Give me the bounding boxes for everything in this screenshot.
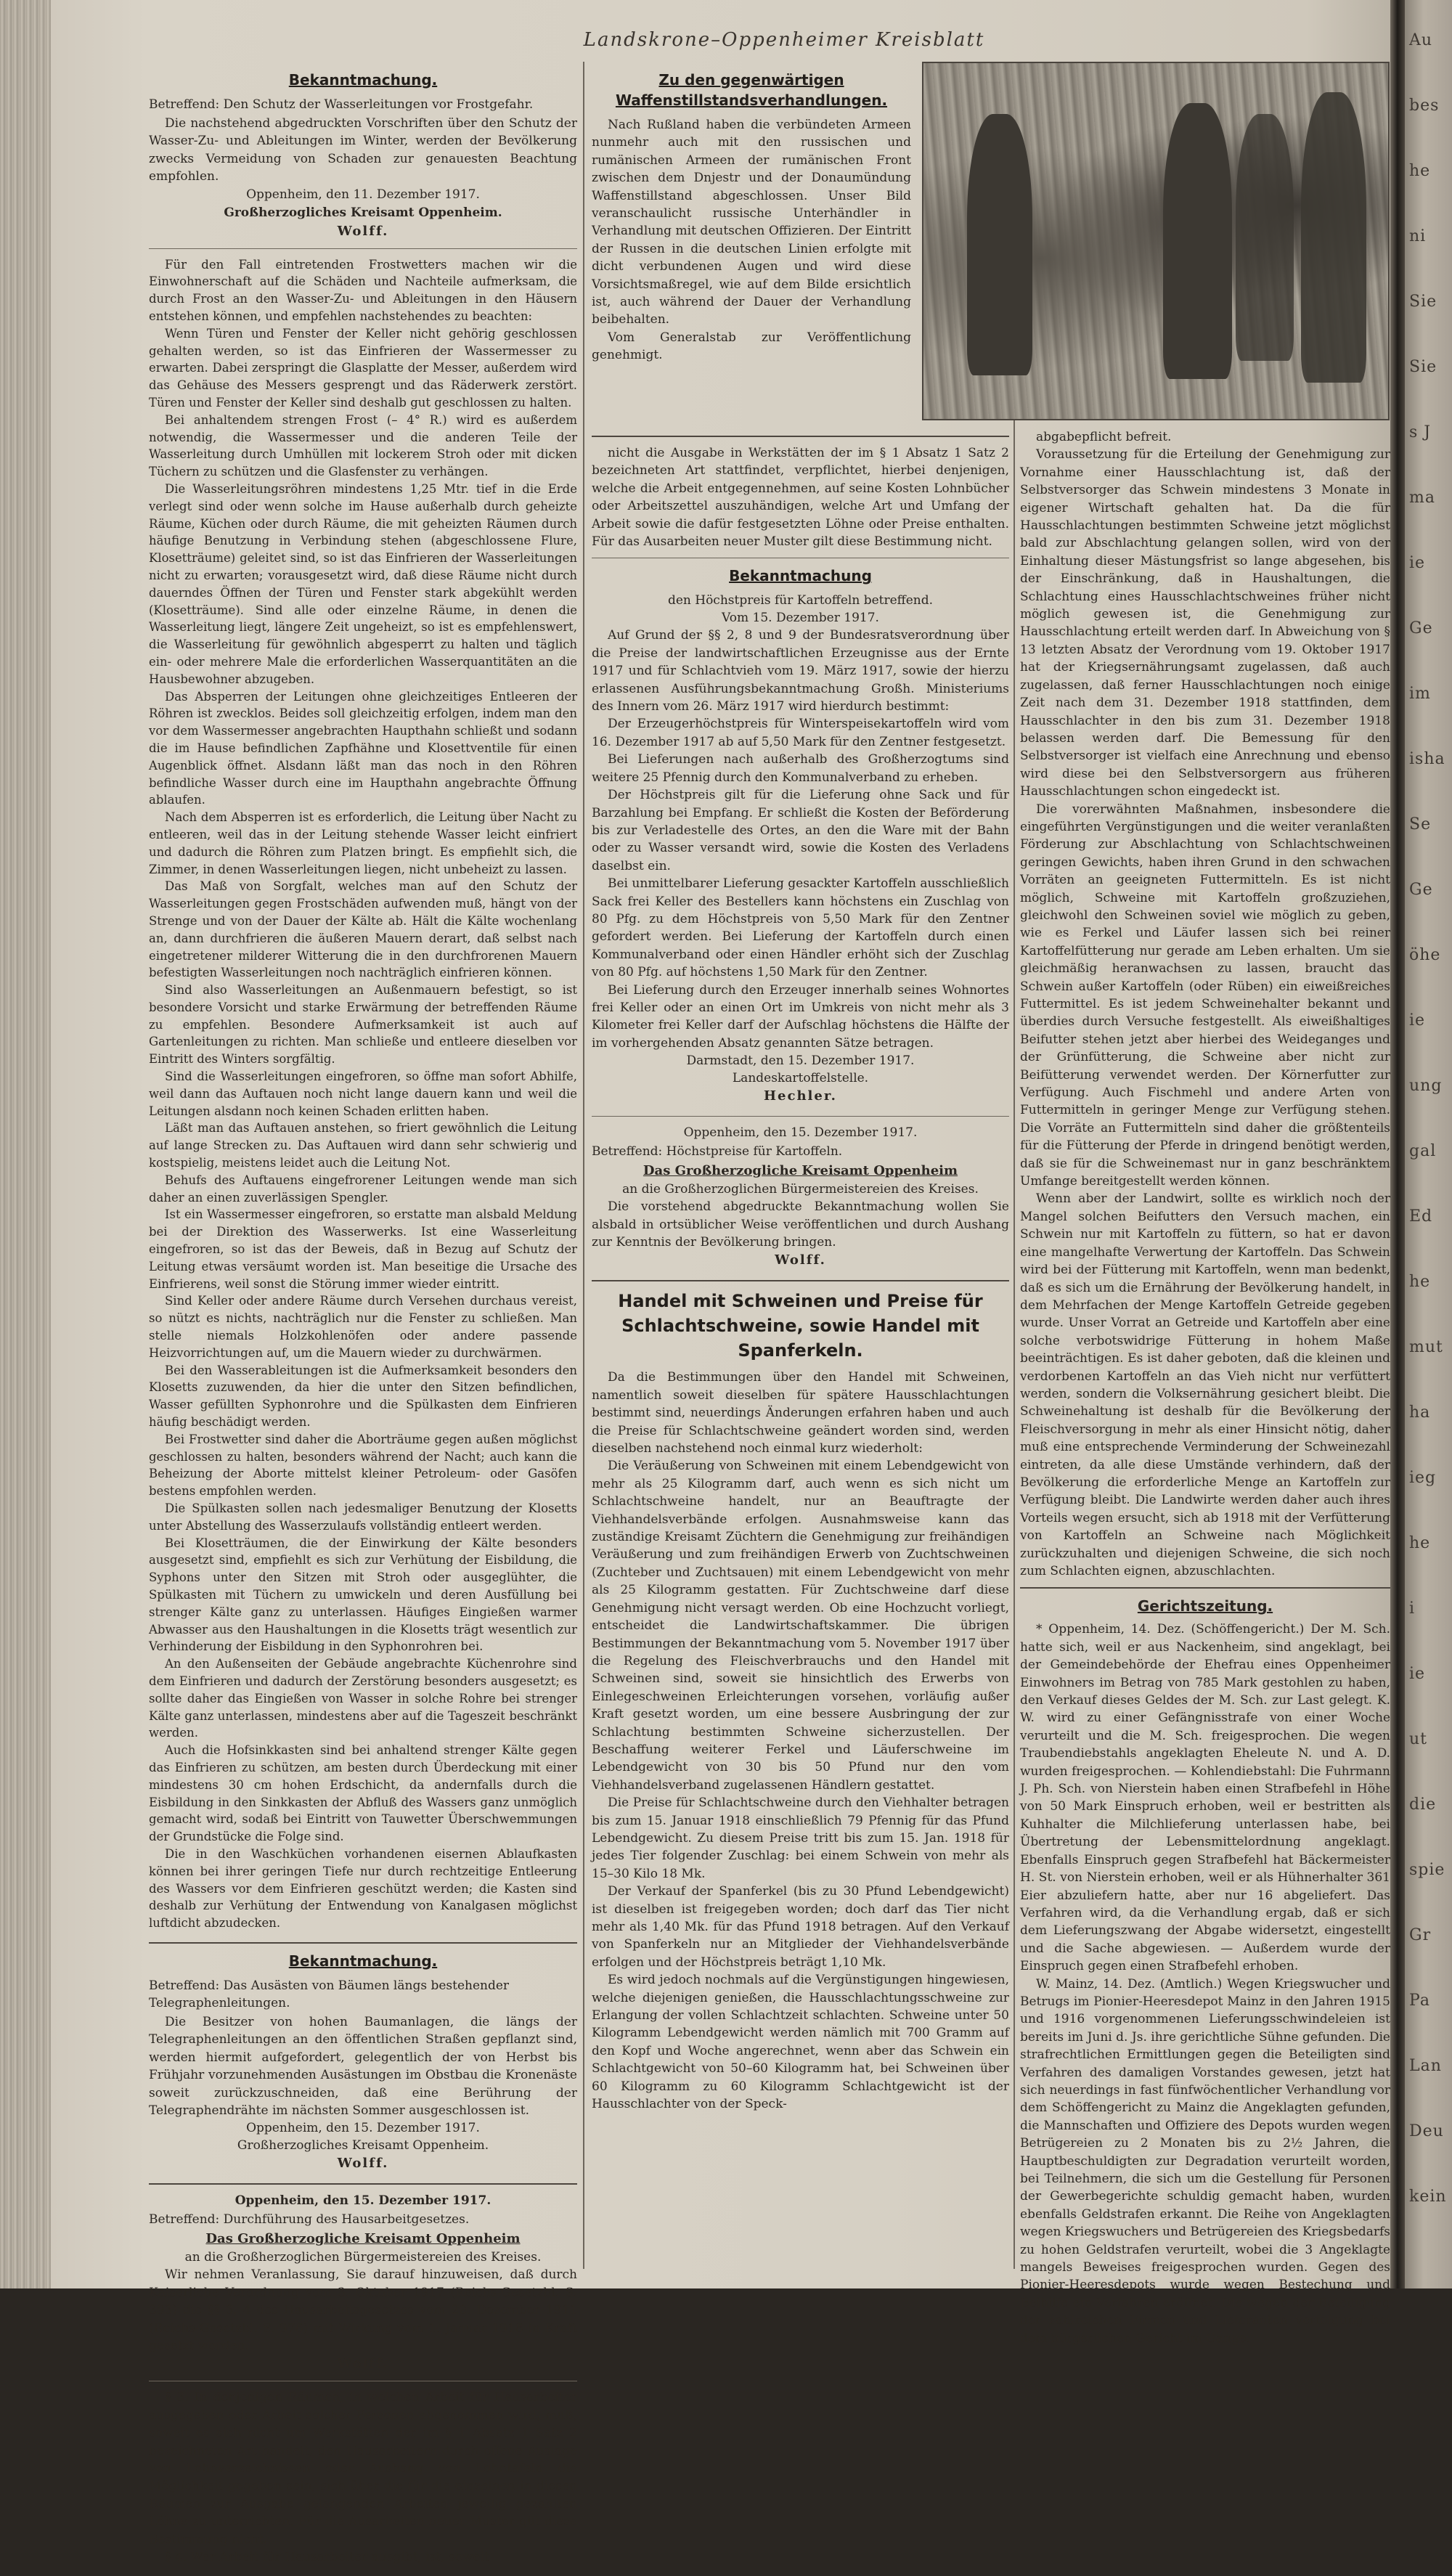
- paragraph: Ist ein Wassermesser eingefroren, so erstatte man alsbald Meldung bei der Direktion des Wasserwerks. Ist eine Wasserleitung eingefroren, so ist das der Beweis, daß in Bezug auf Schutz der Leitung etwas versäumt worden ist. Man beseitige die Ursache des Einfrierens, weil sonst die Störung immer wieder eintritt.: [149, 1207, 577, 1291]
- paragraph: Der Höchstpreis gilt für die Lieferung ohne Sack und für Barzahlung bei Empfang. Er schließt die Kosten der Beförderung bis zur Verladestelle des Ortes, an den die Ware mit der Bahn oder zu Wasser versandt wird, sowie die Kosten des Verladens daselbst ein.: [592, 788, 1009, 873]
- article-subject: Betreffend: Den Schutz der Wasserleitungen vor Frostgefahr.: [149, 97, 534, 112]
- authority: Großherzogliches Kreisamt Oppenheim.: [224, 205, 502, 220]
- next-page-fragment: öhe: [1409, 946, 1441, 964]
- paragraph: Die Wasserleitungsröhren mindestens 1,25 Mtr. tief in die Erde verlegt sind oder wenn solche im Hause außerhalb durch geheizte Räume, Küchen oder durch Räume, die mit geheizten Räumen durch häufige Benutzung in Verbindung stehen (abgeschlossene Flure, Klosetträume) geleitet sind, so ist das Einfrieren der Wasserleitungen nicht zu erwarten; vorausgesetzt wird, daß diese Räume nicht durch dauerndes Öffnen der Türen und Fenster stark abgekühlt werden (Klosetträume). Sind alle oder einzelne Räume, in denen die Wasserleitung liegt, längere Zeit ungeheizt, so ist es empfehlenswert, die Wasserleitung für gewöhnlich abgesperrt zu halten und täglich ein- oder mehrere Male die erforderlichen Wasserquantitäten an die Hausbewohner abzugeben.: [149, 481, 577, 686]
- divider: [592, 436, 1009, 437]
- article-subject: den Höchstpreis für Kartoffeln betreffend.: [667, 593, 934, 608]
- next-page-fragment: mut: [1409, 1338, 1443, 1356]
- paragraph: Sind die Wasserleitungen eingefroren, so öffne man sofort Abhilfe, weil dann das Auftauen noch nicht lange dauern kann und weil die Leitungen alsdann noch keinen Schaden erlitten haben.: [149, 1069, 577, 1118]
- paragraph: Der Verkauf der Spanferkel (bis zu 30 Pfund Lebendgewicht) ist dieselben ist freigegeben worden; doch darf das Tier nicht mehr als 1,40 Mk. für das Pfund 1918 betragen. Auf den Verkauf von Spanferkeln nur an Mitglieder der Viehhandelsverbände erfolgen und der Höchstpreis beträgt 1,10 Mk.: [592, 1884, 1009, 1970]
- signature: Wolff.: [337, 223, 389, 239]
- article-body: [149, 256, 577, 1932]
- next-page-fragment: Sie: [1409, 358, 1437, 376]
- next-page-fragment: s J: [1409, 423, 1432, 441]
- article-potato-notice: [592, 1124, 1009, 1270]
- paragraph: Bei Lieferung durch den Erzeuger innerhalb seines Wohnortes frei Keller oder an einen Ort im Umkreis von nicht mehr als 3 Kilometer frei Keller darf der Aufschlag höchstens die Hälfte der im vorhergehenden Absatz genannten Sätze betragen.: [592, 982, 1009, 1051]
- next-page-fragment: i: [1409, 1599, 1416, 1618]
- article-tree-trimming: [149, 1951, 577, 2173]
- next-page-edge: [1405, 0, 1452, 2288]
- paragraph: Behufs des Auftauens eingefrorener Leitungen wende man sich daher an einen zuverlässigen Spengler.: [149, 1173, 577, 1205]
- article-body: [592, 1198, 1009, 1251]
- paragraph: Die Besitzer von hohen Baumanlagen, die längs der Telegraphenleitungen an den öffentlichen Straßen gepflanzt sind, werden hiermit aufgefordert, gelegentlich der von Herbst bis Frühjahr vorzunehmenden Ausästungen im Obstbau die Kronenäste soweit zurückzuschneiden, daß eine Berührung der Telegraphendrähte im nächsten Sommer ausgeschlossen ist.: [149, 2014, 577, 2118]
- next-page-fragment: im: [1409, 685, 1431, 703]
- paragraph: § 4. Wer Arbeit für Hausarbeiter ausgibt, ist, soweit: [165, 2550, 489, 2565]
- article-body: [592, 627, 1009, 1052]
- authority: Das Großherzogliche Kreisamt Oppenheim: [205, 2231, 521, 2247]
- paragraph: Läßt man das Auftauen anstehen, so friert gewöhnlich die Leitung auf lange Strecken zu. Das Auftauen wird dann sehr schwierig und kostspielig, meistens leidet auch die Leitung Not.: [149, 1121, 577, 1170]
- paragraph: Die Spülkasten sollen nach jedesmaliger Benutzung der Klosetts unter Abstellung des Wasserzulaufs vollständig entleert werden.: [149, 1501, 577, 1533]
- article-body: [592, 116, 911, 329]
- article-continuation: [1020, 428, 1390, 1580]
- paragraph: Wenn Türen und Fenster der Keller nicht gehörig geschlossen gehalten werden, so ist das Einfrieren der Wassermesser zu erwarten. Dabei zerspringt die Glasplatte der Messer, außerdem wird das Gehäuse des Messers gesprengt und das Räderwerk zerstört. Türen und Fenster der Keller sind deshalb gut geschlossen zu halten.: [149, 326, 577, 409]
- next-page-fragment: ieg: [1409, 1469, 1437, 1487]
- article-homework-law: [149, 2192, 577, 2566]
- divider: [149, 248, 577, 249]
- next-page-fragment: ung: [1409, 1077, 1443, 1095]
- page-edge-stack: [0, 0, 51, 2288]
- binding-gutter: [1390, 0, 1405, 2288]
- signature: Wolff.: [337, 2156, 389, 2172]
- article-subject: Betreffend: Höchstpreise für Kartoffeln.: [592, 1144, 843, 1159]
- column-2: [592, 428, 1009, 2123]
- law-sections: [149, 2389, 577, 2566]
- column-1: [149, 67, 577, 2576]
- next-page-fragment: Pa: [1409, 1992, 1430, 2010]
- paragraph: Bei anhaltendem strengen Frost (– 4° R.) wird es außerdem notwendig, die Wassermesser und die anderen Teile der Wasserleitung durch Umhüllen mit lockerem Stroh oder mit dicken Tüchern zu schützen und die Glasfenster zu verhängen.: [149, 412, 577, 479]
- paragraph: Bei den Wasserableitungen ist die Aufmerksamkeit besonders den Klosetts zuzuwenden, da hier die unter den Sitzen befindlichen, Wasser gefüllten Syphonrohre und die Spülkasten dem Einfrieren häufig beschädigt werden.: [149, 1363, 577, 1430]
- paragraph: nicht die Ausgabe in Werkstätten der im § 1 Absatz 1 Satz 2 bezeichneten Art stattfindet, verpflichtet, hierbei denjenigen, welche die Arbeit entgegennehmen, auf seine Kosten Lohnbücher oder Arbeitszettel auszuhändigen, welche Art und Umfang der Arbeit sowie die dafür festgesetzten Löhne oder Preise enthalten. Für das Ausarbeiten neuer Muster gilt diese Bestimmung nicht.: [592, 446, 1009, 550]
- paragraph: Die vorerwähnten Maßnahmen, insbesondere die eingeführten Vergünstigungen und die weiter veranlaßten Förderung zur Abschlachtung von Schlachtschweinen geringen Gewichts, haben ihren Grund in den schwachen Vorräten an geeigneten Futtermitteln. Es ist nicht möglich, Schweine mit Kartoffeln großzuziehen, gleichwohl den Schweinen soviel wie möglich zu geben, wie es Ferkel und Läufer lassen sich bei reiner Kartoffelfütterung nur gerade am Leben erhalten. Um sie gleichmäßig heranwachsen zu lassen, braucht das Schwein außer Kartoffeln (oder Rüben) ein eiweißreiches Futtermittel. Es ist jedem Schweinehalter bekannt und überdies durch Versuche festgestellt. Als eiweißhaltiges Beifutter stehen jetzt aber hierbei des Weideganges und der Grünfütterung, die Schweine aber nicht zur Beifütterung verwendet werden. Der Körnerfutter zur Verfügung. Auch Fischmehl und andere Arten von Futtermitteln in geringer Menge zur Verfügung stehen. Die Vorräte an Futtermitteln sind daher die größtenteils für die Fütterung der Pferde in dringend benötigt werden, daß sie für die Schweinemast nur in ganz beschränktem Umfange bereitgestellt werden können.: [1020, 802, 1390, 1189]
- next-page-fragment: Deu: [1409, 2122, 1444, 2140]
- next-page-fragment: Lan: [1409, 2057, 1442, 2075]
- next-page-fragment: spie: [1409, 1861, 1445, 1879]
- next-page-fragment: ha: [1409, 1403, 1431, 1422]
- paragraph: Die vorstehend abgedruckte Bekanntmachung wollen Sie alsbald in ortsüblicher Weise veröffentlichen und durch Aushang zur Kenntnis der Bevölkerung bringen.: [592, 1199, 1009, 1250]
- signature: Wolff.: [775, 1252, 826, 1268]
- signature: Hechler.: [764, 1088, 837, 1104]
- next-page-fragment: ni: [1409, 227, 1427, 245]
- column-rule-1: [583, 62, 584, 2269]
- office: Landeskartoffelstelle.: [732, 1071, 869, 1086]
- paragraph: Da die Bestimmungen über den Handel mit Schweinen, namentlich soweit dieselben für spätere Hausschlachtungen bestimmt sind, neuerdings Änderungen erfahren haben und auch die Preise für Schlachtschweine geändert worden sind, werden dieselben nachstehend noch einmal kurz wiederholt:: [592, 1370, 1009, 1456]
- next-page-fragment: Gr: [1409, 1926, 1432, 1944]
- article-subject: Betreffend: Das Ausästen von Bäumen längs bestehender Telegraphenleitungen.: [149, 1978, 510, 2010]
- next-page-fragment: isha: [1409, 750, 1445, 768]
- next-page-fragment: Au: [1409, 31, 1433, 49]
- paragraph: Das Absperren der Leitungen ohne gleichzeitiges Entleeren der Röhren ist zwecklos. Beides soll gleichzeitig erfolgen, indem man den vor dem Wassermesser angebrachten Haupthahn schließt und sodann die im Hause befindlichen Zapfhähne und Klosettventile für einen Augenblick öffnet. Alsdann läßt man das noch in den Röhren befindliche Wasser durch eine im Haupthahn angebrachte Öffnung ablaufen.: [149, 689, 577, 807]
- paragraph: Die Preise für Schlachtschweine durch den Viehhalter betragen bis zum 15. Januar 1918 einschließlich 79 Pfennig für das Pfund Lebendgewicht. Zu diesem Preise tritt bis zum 15. Jan. 1918 für jedes Tier folgender Zuschlag: bei einem Schwein von mehr als 15–30 Kilo 18 Mk.: [592, 1796, 1009, 1881]
- article-frost-protection: [149, 70, 577, 1932]
- next-page-fragment: bes: [1409, 97, 1440, 115]
- article-armistice: [592, 67, 911, 415]
- article-date: Vom 15. Dezember 1917.: [722, 611, 879, 626]
- paragraph: * Oppenheim, 14. Dez. (Schöffengericht.) Der M. Sch. hatte sich, weil er aus Nackenheim, sind angeklagt, bei der Gemeindebehörde der Ehefrau eines Oppenheimer Einwohners im Betrag von 785 Mark gestohlen zu haben, den Verkauf dieses Geldes der M. Sch. zur Last gelegt. K. W. wird zu einer Gefängnisstrafe von einer Woche verurteilt und die M. Sch. freigesprochen. Die wegen Traubendiebstahls angeklagten Eheleute N. und A. D. wurden freigesprochen. — Kohlendiebstahl: Die Fuhrmann J. Ph. Sch. von Nierstein haben einen Strafbefehl in Höhe von 50 Mark Einspruch erhoben, weil er bestritten als Kuhhalter die Milchlieferung unterlassen habe, bei Übertretung der Lebensmittelordnung angeklagt. Ebenfalls Einspruch gegen Strafbefehl hat Bäckermeister H. St. von Nierstein erhoben, weil er als Hühnerhalter 361 Eier abzuliefern hatte, aber nur 16 abgeliefert. Das Verfahren wird, da die Verhandlung ergab, daß er sich dem Lieferungszwang der Abgabe widersetzt, eingestellt und die Sache abgewiesen. — Außerdem wurde der Einspruch gegen einen Strafbefehl erhoben.: [1020, 1622, 1390, 1974]
- authority: Das Großherzogliche Kreisamt Oppenheim: [643, 1163, 958, 1179]
- masthead: Landskrone–Oppenheimer Kreisblatt: [583, 29, 985, 51]
- paragraph: Bei Klosetträumen, die der Einwirkung der Kälte besonders ausgesetzt sind, empfiehlt es sich zur Verhütung der Eisbildung, die Syphons unter den Sitzen mit Stroh oder ausgeglühter, die Spülkasten mit Tüchern zu umwickeln und deren Ausfüllung bei strenger Kälte ganz zu unterlassen. Häufiges Eingießen warmer Abwasser aus den Haushaltungen in die Klosetts trägt wesentlich zur Verhinderung der Eisbildung in den Syphonrohren bei.: [149, 1536, 577, 1654]
- photo-caption: Vom Generalstab zur Veröffentlichung genehmigt.: [592, 330, 911, 363]
- paragraph: Wenn aber der Landwirt, sollte es wirklich noch der Mangel solchen Beifutters den Versuch machen, ein Schwein nur mit Kartoffeln zu füttern, so hat er davon eine mangelhafte Verwertung der Kartoffeln. Das Schwein wird bei der Fütterung mit Kartoffeln, wenn man bedenkt, daß es sich um die Ernährung der Bevölkerung handelt, in dem Mehrfachen der Menge Kartoffeln Getreide gegeben wurde. Unser Vorrat an Getreide und Kartoffeln aber eine solche verbotswidrige Fütterung in hohem Maße beeinträchtigen. Es ist daher geboten, daß die kleinen und verdorbenen Kartoffeln an das Vieh nicht nur verfüttert werden, sondern die Volksernährung gesichert bleibt. Die Schweinehaltung ist deshalb für die Bevölkerung der Fleischversorgung in mehr als einer Hinsicht nötig, daher muß eine entsprechende Verminderung der Schweinezahl eintreten, da alle diese Umstände verhindern, daß der Bevölkerung die erforderliche Menge an Kartoffeln zur Verfügung bleibt. Die Landwirte werden daher auch ihres Vorteils wegen ersucht, sich ab 1918 mit der Verfütterung von Kartoffeln an Schweine nach Möglichkeit zurückzuhalten und diejenigen Schweine, die sich noch zum Schlachten eignen, abzuschlachten.: [1020, 1191, 1390, 1578]
- next-page-fragment: Ed: [1409, 1207, 1433, 1226]
- place-date: Oppenheim, den 15. Dezember 1917.: [246, 2121, 480, 2136]
- place-date: Darmstadt, den 15. Dezember 1917.: [686, 1053, 915, 1069]
- article-body: [149, 2013, 577, 2119]
- article-heading: Zu den gegenwärtigen Waffenstillstandsverhandlungen.: [615, 71, 888, 109]
- article-continuation: [592, 444, 1009, 550]
- divider: [1020, 1587, 1390, 1589]
- article-heading: Bekanntmachung: [729, 567, 872, 585]
- next-page-fragment: ut: [1409, 1730, 1428, 1748]
- signature: Wolff.: [337, 2356, 389, 2372]
- place-date: Oppenheim, den 15. Dezember 1917.: [234, 2193, 492, 2209]
- paragraph: Auch die Hofsinkkasten sind bei anhaltend strenger Kälte gegen das Einfrieren zu schützen, am besten durch Überdeckung mit einer mindestens 30 cm hohen Erdschicht, da andernfalls durch die Eisbildung in den Sinkkasten der Abfluß des Wassers ganz unmöglich gemacht wird, sodaß bei Eintritt von Tauwetter Überschwemmungen der Grundstücke die Folge sind.: [149, 1743, 577, 1844]
- next-page-fragment: gal: [1409, 1142, 1437, 1160]
- article-body: [1020, 1621, 1390, 2347]
- authority: Großherzogliches Kreisamt Oppenheim.: [237, 2138, 489, 2153]
- paragraph: Wir nehmen Veranlassung, Sie darauf hinzuweisen, daß durch Kaiserliche Verordnung vom 3. Oktober 1917 (Reichs-Gesetzbl. S. 393) die §§ 3, 4 des Hausarbeitsgesetzes vom 20. Dezember 1911 (Reichs-Gesetzbl. S. 976) mit Wirkung vom 1. Januar 1918 in Kraft gesetzt worden.: [149, 2267, 577, 2353]
- next-page-fragment: he: [1409, 1534, 1431, 1552]
- paragraph: Sind also Wasserleitungen an Außenmauern befestigt, so ist besondere Vorsicht und starke Erwärmung der betreffenden Räume zu empfehlen. Besondere Aufmerksamkeit ist auch auf Gartenleitungen zu richten. Man schließe und entleere dieselben vor Eintritt des Winters sorgfältig.: [149, 983, 577, 1067]
- paragraph: Die in den Waschküchen vorhandenen eisernen Ablaufkasten können bei ihrer geringen Tiefe nur durch rechtzeitige Entleerung des Wassers vor dem Einfrieren geschützt werden; die Kasten sind deshalb zur Verhütung der Entwendung von Kanalgasen möglichst luftdicht abzudecken.: [149, 1846, 577, 1931]
- next-page-fragment: Se: [1409, 815, 1432, 833]
- paragraph: Bei unmittelbarer Lieferung gesackter Kartoffeln ausschließlich Sack frei Keller des Bestellers kann höchstens ein Zuschlag von 80 Pfg. zu dem Höchstpreis von 5,50 Mark für den Zentner gefordert werden. Bei Lieferung der Kartoffeln durch einen Kommunalverband oder einen Händler erhöht sich der Zuschlag von 80 Pfg. auf höchstens 1,50 Mark für den Zentner.: [592, 876, 1009, 980]
- article-pig-trade: [592, 1289, 1009, 2113]
- next-page-fragment: die: [1409, 1796, 1437, 1814]
- next-page-fragment: he: [1409, 162, 1431, 180]
- paragraph: Das Maß von Sorgfalt, welches man auf den Schutz der Wasserleitungen gegen Frostschäden aufwenden muß, hängt von der Strenge und von der Dauer der Kälte ab. Hält die Kälte wochenlang an, dann durchfrieren die äußeren Mauern derart, daß selbst nach eingetretener milderer Witterung die in den durchfrorenen Mauern befestigten Wasserleitungen noch nachträglich einfrieren können.: [149, 879, 577, 980]
- paragraph: Der Erzeugerhöchstpreis für Winterspeisekartoffeln wird vom 16. Dezember 1917 ab auf 5,50 Mark für den Zentner festgesetzt.: [592, 717, 1009, 749]
- paragraph: Auf Grund der §§ 2, 8 und 9 der Bundesratsverordnung über die Preise der landwirtschaftlichen Erzeugnisse aus der Ernte 1917 und für Schlachtvieh vom 19. März 1917, sowie der hierzu erlassenen Ausführungsbekanntmachung Großh. Ministeriums des Innern vom 26. März 1917 wird hierdurch bestimmt:: [592, 628, 1009, 714]
- addressee: an die Großherzoglichen Bürgermeistereien des Kreises.: [184, 2250, 542, 2265]
- article-potato-prices: [592, 566, 1009, 1106]
- next-page-fragment: ma: [1409, 489, 1435, 507]
- paragraph: Nach dem Absperren ist es erforderlich, die Leitung über Nacht zu entleeren, weil das in der Leitung stehende Wasser leicht einfriert und dadurch die Röhren zum Platzen bringt. Es empfiehlt sich, die Zimmer, in denen Wasserleitungen liegen, nicht unbeheizt zu lassen.: [149, 810, 577, 876]
- next-page-fragment: he: [1409, 1273, 1431, 1291]
- paragraph: abgabepflicht befreit.: [1036, 430, 1172, 444]
- next-page-fragment: Ge: [1409, 619, 1433, 637]
- paragraph: Sind Keller oder andere Räume durch Versehen durchaus vereist, so nützt es nichts, nachträglich nur die Fenster zu schließen. Man stelle niemals Holzkohlenöfen oder andere passende Heizvorrichtungen auf, um die Mauern wieder zu durchwärmen.: [149, 1294, 577, 1360]
- paragraph: Nach Rußland haben die verbündeten Armeen nunmehr auch mit den russischen und rumänischen Armeen der rumänischen Front zwischen dem Dnjestr und der Donaumündung Waffenstillstand abgeschlossen. Unser Bild veranschaulicht russische Unterhändler in Verhandlung mit deutschen Offizieren. Der Eintritt der Russen in die deutschen Linien erfolgte mit dicht verbundenen Augen und wird diese Vorsichtsmaßregel, wie auf dem Bilde ersichtlich ist, auch während der Dauer der Verhandlung beibehalten.: [592, 118, 911, 327]
- divider: [592, 1280, 1009, 1281]
- next-page-fragment: kein: [1409, 2188, 1447, 2206]
- paragraph: Für den Fall eintretenden Frostwetters machen wir die Einwohnerschaft auf die Schäden und Nachteile aufmerksam, die durch Frost an den Wasser-Zu- und Ableitungen in den Häusern entstehen können, und empfehlen nachstehendes zu beachten:: [149, 257, 577, 324]
- photo-armistice-negotiators: [922, 62, 1390, 420]
- column-3: [1020, 428, 1390, 2347]
- article-heading: Bekanntmachung.: [288, 1952, 438, 1970]
- article-subject: Betreffend: Durchführung des Hausarbeitgesetzes.: [149, 2212, 470, 2227]
- addressee: an die Großherzoglichen Bürgermeistereien des Kreises.: [622, 1182, 979, 1197]
- place-date: Oppenheim, den 11. Dezember 1917.: [246, 187, 480, 202]
- next-page-fragment: Ge: [1409, 881, 1433, 899]
- article-body: [592, 1369, 1009, 2113]
- next-page-fragment: ie: [1409, 1011, 1426, 1030]
- section-heading-court: Gerichtszeitung.: [1137, 1597, 1273, 1615]
- paragraph: Es wird jedoch nochmals auf die Vergünstigungen hingewiesen, welche diejenigen genießen, die Hausschlachtungsschweine zur Erlangung der vollen Schlachtzeit schlachten. Schweine unter 50 Kilogramm Lebendgewicht werden nämlich mit 700 Gramm auf den Kopf und Woche angerechnet, wenn aber das Schwein ein Schlachtgewicht von 50–60 Kilogramm hat, bei Schweinen über 60 Kilogramm zu 60 Kilogramm Schlachtgewicht ist der Hausschlachter von der Speck-: [592, 1973, 1009, 2112]
- article-heading: Bekanntmachung.: [288, 71, 438, 89]
- article-lead: Die nachstehend abgedruckten Vorschriften über den Schutz der Wasser-Zu- und Ableitungen im Winter, werden der Bevölkerung zwecks Vermeidung von Schaden zur genauesten Beachtung empfohlen.: [149, 116, 577, 184]
- paragraph: W. Mainz, 14. Dez. (Amtlich.) Wegen Kriegswucher und Betrugs im Pionier-Heeresdepot Mainz in den Jahren 1915 und 1916 vorgenommenen Lieferungsschwindeleien ist bereits im Juni d. Js. ihre gerichtliche Sühne gefunden. Die strafrechtlichen Ermittlungen gegen die Beteiligten sind Verfahren des damaligen Vorstandes gewesen, jetzt hat sich neuerdings in fast fünfwöchentlicher Verhandlung vor dem Schöffengericht zu Mainz die Angeklagten gefunden, die Mannschaften und Offiziere des Depots wurden wegen Betrügereien zu 2 Monaten bis zu 2½ Jahren, die Hauptbeschuldigten zur Degradation verurteilt worden, bei Teilnehmern, die sich um die Gestellung für Personen der Gewerbegerichte schuldig gemacht haben, wurden ebenfalls Geldstrafen erkannt. Die Reihe von Angeklagten wegen Kriegswuchers und Betrügereien des Kriegsbedarfs zu hohen Geldstrafen verurteilt, wobei die 3 Angeklagte mangels Beweises freigesprochen wurden. Gegen des Pionier-Heeresdepots wurde wegen Bestechung und Beihilfe ein Verfahren eröffnet. Die wegen der Beteiligung der zahlreichen Firmen und Lieferanten verfolgung bei dem bürgerlichen Gericht im Gange.: [1020, 1976, 1390, 2346]
- paragraph: An den Außenseiten der Gebäude angebrachte Küchenrohre sind dem Einfrieren und dadurch der Zerstörung besonders ausgesetzt; es sollte daher das Eingießen von Wasser in solche Rohre bei strenger Kälte ganz unterlassen, mindestens aber auf die Tageszeit beschränkt werden.: [149, 1657, 577, 1740]
- place-date: Oppenheim, den 15. Dezember 1917.: [683, 1125, 918, 1141]
- divider: [592, 1116, 1009, 1117]
- next-page-fragment: ie: [1409, 1665, 1426, 1683]
- next-page-fragment: ie: [1409, 554, 1426, 572]
- paragraph: Bei Frostwetter sind daher die Aborträume gegen außen möglichst geschlossen zu halten, besonders während der Nacht; auch kann die Beheizung der Aborte mittelst kleiner Petroleum- oder Gasöfen bestens empfohlen werden.: [149, 1432, 577, 1499]
- divider: [149, 1942, 577, 1944]
- article-body: [149, 2266, 577, 2355]
- paragraph: Voraussetzung für die Erteilung der Genehmigung zur Vornahme einer Hausschlachtung ist, daß der Selbstversorger das Schwein mindestens 3 Monate in eigener Wirtschaft gehalten hat. Da die für Hausschlachtungen bestimmten Schweine jetzt möglichst bald zur Abschlachtung gelangen sollen, wird von der Einhaltung dieser Mästungsfrist so lange abgesehen, bis der Einschränkung, daß in Haushaltungen, die Schlachtung eines Hausschlachtschweines früher nicht möglich gewesen ist, die Genehmigung zur Hausschlachtung erteilt werden darf. In Abweichung von § 13 letzten Absatz der Verordnung vom 19. Oktober 1917 hat der Kriegsernährungsamt zugelassen, daß auch zugelassen, daß ferner Hausschlachtungen noch einige Zeit nach dem 31. Dezember 1918 stattfinden, dem Hausschlachter in den bis zum 31. Dezember 1918 belassen werden darf. Die Bemessung für den Selbstversorger ist vielfach eine Anrechnung und ebenso wird diese bei den Selbstversorgern aus früheren Hausschlachtungen schon eingedeckt ist.: [1020, 447, 1390, 799]
- paragraph: Bei Lieferungen nach außerhalb des Großherzogtums sind weitere 25 Pfennig durch den Kommunalverband zu erheben.: [592, 752, 1009, 785]
- next-page-fragment: Sie: [1409, 293, 1437, 311]
- divider: [149, 2183, 577, 2185]
- paragraph: Die Veräußerung von Schweinen mit einem Lebendgewicht von mehr als 25 Kilogramm darf, auch wenn es sich nicht um Schlachtschweine handelt, nur an Beauftragte der Viehhandelsverbände erfolgen. Ausnahmsweise kann das zuständige Kreisamt Züchtern die Genehmigung zur freihändigen Veräußerung und zum freihändigen Erwerb von Zuchtschweinen (Zuchteber und Zuchtsauen) mit einem Lebendgewicht von mehr als 25 Kilogramm gestatten. Für Zuchtschweine darf diese Genehmigung nicht versagt werden. Ob eine Hochzucht vorliegt, entscheidet die Landwirtschaftskammer. Die übrigen Bestimmungen der Bekanntmachung vom 5. November 1917 über die Regelung des Fleischverbrauchs und den Handel mit Schweinen sind, soweit sie hinsichtlich des Erwerbs von Einlegeschweinen Erleichterungen vorsehen, vorläufig außer Kraft gesetzt worden, um eine bessere Ausbringung der zur Schlachtung bestimmten Schweine sicherzustellen. Der Beschaffung weiterer Ferkel und Läuferschweine im Lebendgewicht von 30 bis 50 Pfund nur den vom Viehhandelsverband zugelassenen Händlern gestattet.: [592, 1459, 1009, 1793]
- article-heading: Handel mit Schweinen und Preise für Schlachtschweine, sowie Handel mit Spanferkeln.: [618, 1291, 983, 1361]
- paragraph: § 3. In denjenigen Räumen, in welchen Arbeit für Hausarbeiter ausgegeben oder Arbeit solcher Personen abgenommen wird, muß, soweit es sich nicht um Werkstätten der im § 1 Absatz 1 Satz 2 bezeichneten Art handelt, den Hausarbeitern durch offene Auslage von Lohnverzeichnissen oder Aushang von Lohntafeln die Möglichkeit gegeben sein, sich über die für die einzelnen in diesen Räumen zur Ausgabe gelangenden Arbeiten jeweilig gezahlten Löhne zu unterrichten. Für die Ausarbeiten neuer Muster gilt diese Bestimmung nicht.: [149, 2390, 577, 2547]
